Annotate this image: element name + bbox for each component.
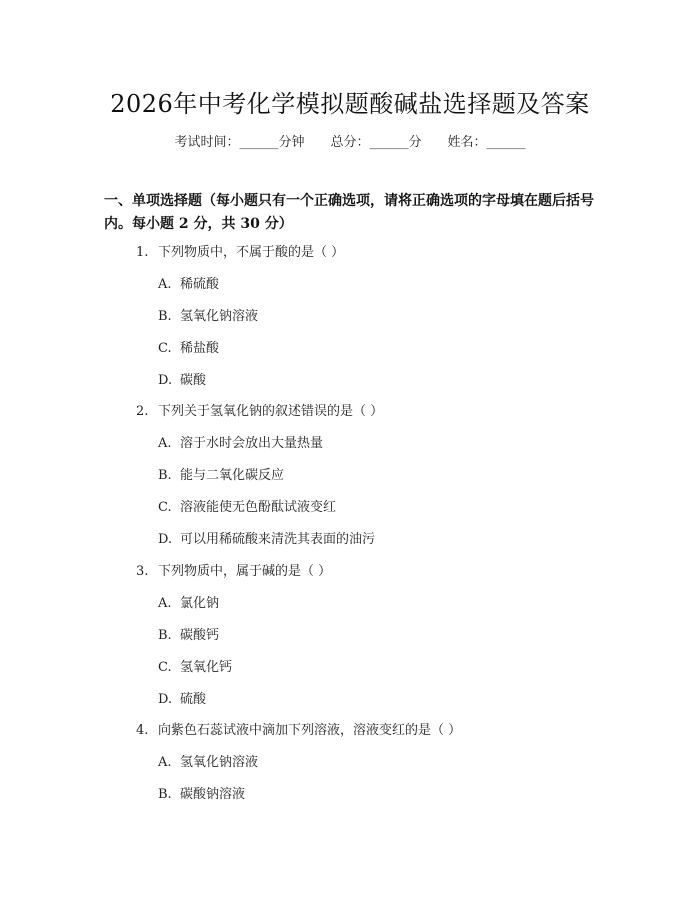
question-text: 下列关于氢氧化钠的叙述错误的是（ ） — [158, 404, 384, 419]
option-letter: D. — [158, 692, 173, 707]
option-letter: B. — [158, 468, 172, 483]
question-number: 1. — [136, 245, 149, 260]
option-letter: D. — [158, 532, 173, 547]
question-3 — [136, 563, 331, 581]
question-4 — [136, 722, 461, 740]
option-text: 硫酸 — [180, 692, 207, 707]
question-number: 3. — [136, 564, 149, 579]
option-3c — [158, 659, 232, 677]
option-letter: C. — [158, 341, 172, 356]
option-text: 稀硫酸 — [180, 277, 220, 292]
option-letter: A. — [158, 755, 172, 770]
option-3b — [158, 627, 219, 645]
question-number: 4. — [136, 723, 149, 738]
option-2a — [158, 435, 323, 453]
option-letter: B. — [158, 309, 172, 324]
score-blank: ______ — [369, 135, 409, 150]
option-text: 碳酸钠溶液 — [180, 787, 246, 802]
option-text: 碳酸 — [180, 373, 207, 388]
option-letter: B. — [158, 787, 172, 802]
option-1a — [158, 276, 219, 294]
option-text: 氢氧化钠溶液 — [180, 309, 259, 324]
question-2 — [136, 403, 383, 421]
question-text: 下列物质中，不属于酸的是（ ） — [158, 245, 345, 260]
option-letter: B. — [158, 628, 172, 643]
question-1 — [136, 244, 344, 262]
option-4a — [158, 754, 258, 772]
option-text: 溶液能使无色酚酞试液变红 — [180, 500, 337, 515]
option-4b — [158, 786, 245, 804]
option-3d — [158, 691, 206, 709]
time-label: 考试时间： — [174, 135, 240, 150]
time-unit: 分钟 — [278, 135, 305, 150]
option-text: 可以用稀硫酸来清洗其表面的油污 — [180, 532, 376, 547]
option-letter: A. — [158, 596, 172, 611]
option-2b — [158, 467, 284, 485]
option-letter: C. — [158, 660, 172, 675]
question-text: 向紫色石蕊试液中滴加下列溶液，溶液变红的是（ ） — [158, 723, 462, 738]
option-text: 氢氧化钙 — [180, 660, 233, 675]
option-1b — [158, 308, 258, 326]
exam-meta-line — [0, 131, 700, 150]
option-text: 溶于水时会放出大量热量 — [180, 436, 324, 451]
option-text: 稀盐酸 — [180, 341, 220, 356]
option-3a — [158, 595, 219, 613]
option-letter: A. — [158, 436, 172, 451]
time-blank: ______ — [239, 135, 279, 150]
option-letter: D. — [158, 373, 173, 388]
option-letter: C. — [158, 500, 172, 515]
option-text: 氢氧化钠溶液 — [180, 755, 259, 770]
option-1d — [158, 372, 206, 390]
score-label: 总分： — [330, 135, 370, 150]
option-text: 氯化钠 — [180, 596, 220, 611]
option-letter: A. — [158, 277, 172, 292]
section-heading: 一、单项选择题（每小题只有一个正确选项，请将正确选项的字母填在题后括号内。每小题 2 分，共 30 分） — [104, 193, 594, 232]
score-unit: 分 — [408, 135, 422, 150]
option-2c — [158, 499, 336, 517]
option-text: 碳酸钙 — [180, 628, 220, 643]
question-number: 2. — [136, 404, 149, 419]
name-blank: ______ — [486, 135, 526, 150]
name-label: 姓名： — [447, 135, 487, 150]
question-text: 下列物质中，属于碱的是（ ） — [158, 564, 332, 579]
option-2d — [158, 531, 375, 549]
page-title: 2026年中考化学模拟题酸碱盐选择题及答案 — [110, 90, 590, 118]
option-text: 能与二氧化碳反应 — [180, 468, 285, 483]
option-1c — [158, 340, 219, 358]
